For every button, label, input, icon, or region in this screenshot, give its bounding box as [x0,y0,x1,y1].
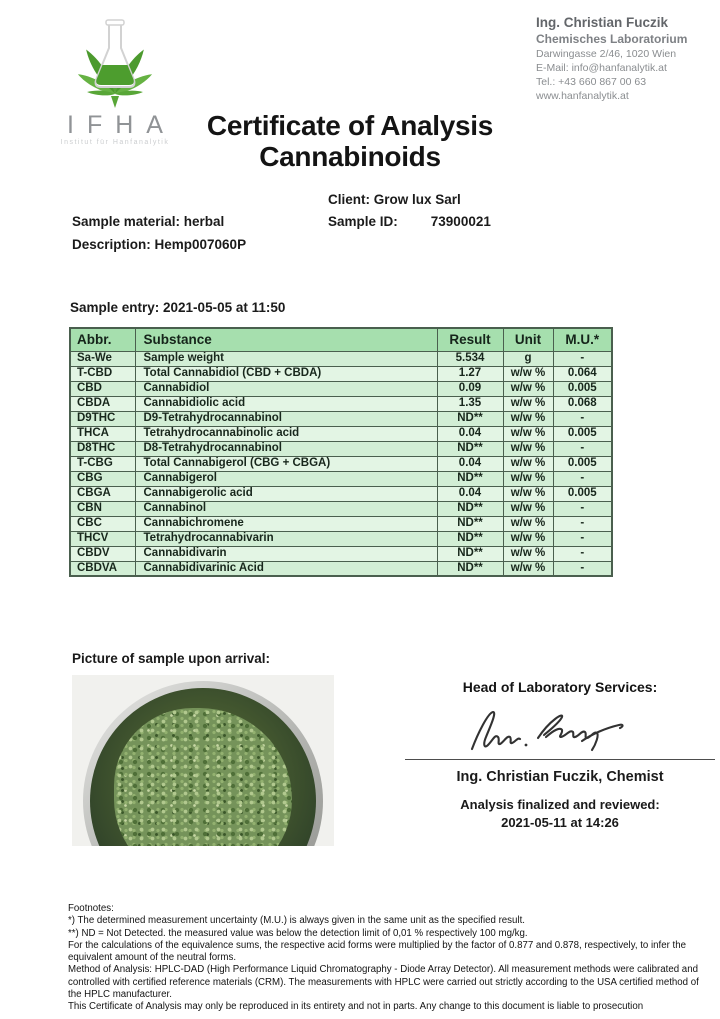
table-cell: ND** [437,516,503,531]
sample-material-field: Sample material: herbal [72,214,225,229]
table-cell: w/w % [503,531,553,546]
table-cell: CBDV [70,546,135,561]
table-cell: - [553,501,612,516]
table-row [70,531,612,546]
table-cell: 0.005 [553,381,612,396]
table-cell: Cannabichromene [135,516,437,531]
table-cell: Total Cannabidiol (CBD + CBDA) [135,366,437,381]
table-cell: - [553,471,612,486]
table-row [70,561,612,576]
table-row [70,516,612,531]
table-cell: w/w % [503,471,553,486]
table-row [70,381,612,396]
table-row [70,441,612,456]
table-cell: Cannabinol [135,501,437,516]
table-cell: D8-Tetrahydrocannabinol [135,441,437,456]
table-cell: CBG [70,471,135,486]
table-cell: - [553,531,612,546]
table-cell: w/w % [503,381,553,396]
herbal-material [114,708,292,846]
table-cell: Cannabidivarinic Acid [135,561,437,576]
contact-department: Chemisches Laboratorium [536,32,688,46]
table-cell: Cannabigerol [135,471,437,486]
table-row [70,546,612,561]
description-field: Description: Hemp007060P [72,237,247,252]
table-cell: CBGA [70,486,135,501]
footnote-line: Method of Analysis: HPLC-DAD (High Performance Liquid Chromatography - Diode Array Detector). All measurement methods were calibrated and controlled with certified reference materials (CRM). The measurements with HPLC were carried out strictly according to the USA certified method of the HPLC manufacturer. [68,964,699,1001]
column-header: M.U.* [553,328,612,351]
contact-lines [536,47,716,103]
table-cell: w/w % [503,396,553,411]
table-cell: w/w % [503,426,553,441]
table-cell: w/w % [503,411,553,426]
client-field: Client: Grow lux Sarl [328,192,461,207]
table-cell: w/w % [503,501,553,516]
picture-label: Picture of sample upon arrival: [72,651,271,666]
table-cell: THCA [70,426,135,441]
table-cell: Cannabigerolic acid [135,486,437,501]
table-cell: 0.068 [553,396,612,411]
table-header-row [70,328,612,351]
table-cell: CBDA [70,396,135,411]
table-cell: w/w % [503,456,553,471]
table-cell: Total Cannabigerol (CBG + CBGA) [135,456,437,471]
table-cell: ND** [437,561,503,576]
bowl-interior [90,688,316,846]
table-row [70,426,612,441]
table-cell: ND** [437,441,503,456]
table-cell: 0.04 [437,456,503,471]
footnote-lines [68,915,710,1013]
table-row [70,366,612,381]
column-header: Result [437,328,503,351]
table-cell: - [553,441,612,456]
table-cell: 0.005 [553,486,612,501]
footnote-line: For the calculations of the equivalence sums, the respective acid forms were multiplied by the factor of 0.877 and 0.878, respectively, to infer the equivalent amount of the neutral forms. [68,939,686,964]
column-header: Unit [503,328,553,351]
lab-contact-block [536,14,716,103]
table-cell: - [553,351,612,366]
sample-photo [72,675,334,846]
table-cell: 1.35 [437,396,503,411]
table-cell: 5.534 [437,351,503,366]
signature-block [405,679,715,832]
table-cell: ND** [437,411,503,426]
table-cell: w/w % [503,546,553,561]
table-cell: D9THC [70,411,135,426]
table-row [70,396,612,411]
sample-id-label: Sample ID: [328,214,398,229]
table-cell: Sample weight [135,351,437,366]
table-row [70,486,612,501]
column-header: Substance [135,328,437,351]
table-row [70,501,612,516]
table-cell: D8THC [70,441,135,456]
table-cell: ND** [437,531,503,546]
table-cell: CBC [70,516,135,531]
table-cell: THCV [70,531,135,546]
contact-line: www.hanfanalytik.at [536,90,629,102]
table-cell: - [553,546,612,561]
title-line2: Cannabinoids [259,141,441,172]
document-title [0,110,700,172]
footnotes [68,903,710,1014]
sample-id-field [328,214,491,229]
table-cell: ND** [437,501,503,516]
brand-tagline: Institut für Hanfanalytik [60,139,170,146]
table-row [70,471,612,486]
table-cell: D9-Tetrahydrocannabinol [135,411,437,426]
sample-entry-field: Sample entry: 2021-05-05 at 11:50 [70,300,286,315]
table-cell: CBD [70,381,135,396]
table-row [70,456,612,471]
finalized-date: 2021-05-11 at 14:26 [501,815,619,830]
table-cell: Tetrahydrocannabinolic acid [135,426,437,441]
sample-id-value: 73900021 [430,214,491,229]
table-cell: CBN [70,501,135,516]
table-cell: 0.064 [553,366,612,381]
table-cell: ND** [437,471,503,486]
table-row [70,411,612,426]
table-cell: Cannabidivarin [135,546,437,561]
table-cell: T-CBD [70,366,135,381]
table-cell: Sa-We [70,351,135,366]
signature-line [405,759,715,760]
table-row [70,351,612,366]
metal-bowl [83,681,323,846]
footnotes-title: Footnotes: [68,903,114,914]
table-cell: 0.005 [553,426,612,441]
contact-name: Ing. Christian Fuczik [536,15,669,30]
title-line1: Certificate of Analysis [206,110,494,141]
table-cell: w/w % [503,441,553,456]
finalized-label: Analysis finalized and reviewed: [460,797,660,812]
table-cell: w/w % [503,486,553,501]
table-cell: Cannabidiolic acid [135,396,437,411]
handwritten-signature [460,705,660,757]
contact-line: E-Mail: info@hanfanalytik.at [536,62,667,74]
table-cell: Cannabidiol [135,381,437,396]
table-cell: CBDVA [70,561,135,576]
table-cell: ND** [437,546,503,561]
table-cell: w/w % [503,366,553,381]
table-cell: 0.005 [553,456,612,471]
table-cell: w/w % [503,516,553,531]
signature-heading: Head of Laboratory Services: [462,679,658,695]
table-cell: w/w % [503,561,553,576]
table-cell: 0.04 [437,426,503,441]
brand-text: IFHA [67,111,176,139]
contact-line: Tel.: +43 660 867 00 63 [536,76,647,88]
hemp-leaf-flask-icon [49,8,181,112]
table-cell: - [553,561,612,576]
results-table [69,327,613,577]
footnote-line: **) ND = Not Detected. the measured value was below the detection limit of 0,01 % respectively 100 mg/kg. [68,927,528,939]
footnote-line: This Certificate of Analysis may only be reproduced in its entirety and not in parts. Any change to this document is liable to prosecution [68,1001,644,1013]
table-cell: Tetrahydrocannabivarin [135,531,437,546]
signer-name: Ing. Christian Fuczik, Chemist [456,769,664,785]
table-cell: 0.04 [437,486,503,501]
table-cell: - [553,411,612,426]
footnote-line: *) The determined measurement uncertainty (M.U.) is always given in the same unit as the specified result. [68,915,525,927]
table-cell: - [553,516,612,531]
table-cell: T-CBG [70,456,135,471]
table-cell: 0.09 [437,381,503,396]
table-cell: g [503,351,553,366]
column-header: Abbr. [70,328,135,351]
contact-line: Darwingasse 2/46, 1020 Wien [536,48,677,60]
table-cell: 1.27 [437,366,503,381]
